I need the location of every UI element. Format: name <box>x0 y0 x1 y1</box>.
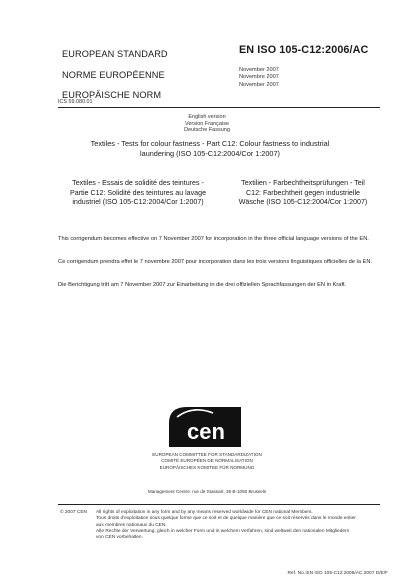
copyright-line-5: von CEN vorbehalten. <box>96 535 143 541</box>
cen-name-fr: COMITÉ EUROPÉEN DE NORMALISATION <box>161 458 253 464</box>
copyright-symbol: © 2007 CEN <box>60 510 87 515</box>
designation-en: EUROPEAN STANDARD <box>62 49 168 59</box>
standard-id-block <box>239 44 368 89</box>
title-german <box>220 179 386 208</box>
title-en-line-1: Textiles - Tests for colour fastness - Part C12: Colour fastness to industrial <box>90 139 330 148</box>
title-fr-line-2: Partie C12: Solidité des teintures au lavage <box>69 188 207 197</box>
copyright-line-1: All rights of exploitation in any form and by any means reserved worldwide for CEN national Members. <box>96 510 313 515</box>
title-fr-line-1: Textiles - Essais de solidité des teintures - <box>72 179 204 187</box>
copyright-line-3: aux membres nationaux du CEN. <box>96 522 167 528</box>
designation-fr: NORME EUROPÉENNE <box>62 69 165 80</box>
title-en-line-2: laundering (ISO 105-C12:2004/Cor 1:2007) <box>140 148 280 158</box>
cen-logo-text: cen <box>187 419 225 444</box>
title-english <box>60 139 360 158</box>
date-fr: Novembre 2007 <box>239 74 279 81</box>
title-de-line-3: Wäsche (ISO 105-C12:2004/Cor 1:2007) <box>238 198 368 207</box>
paragraph-english: This corrigendum becomes effective on 7 November 2007 for incorporation in the three official language versions of the EN. <box>58 236 369 242</box>
cen-name-de: EUROPÄISCHES KOMITEE FÜR NORMUNG <box>159 464 255 470</box>
cen-name-en: EUROPEAN COMMITTEE FOR STANDARDIZATION <box>152 452 262 457</box>
designation-block <box>62 44 168 106</box>
language-versions <box>0 114 414 134</box>
cen-logo <box>163 403 247 452</box>
reference-number: Ref. No.:EN ISO 105-C12:2006/AC:2007 D/E/F <box>287 571 388 576</box>
designation-de: EUROPÄISCHE NORM <box>62 90 162 100</box>
footer-divider <box>58 504 380 505</box>
standard-number: EN ISO 105-C12:2006/AC <box>239 44 369 56</box>
paragraph-german: Die Berichtigung tritt am 7 November 2007 zur Einarbeitung in die drei offiziellen Sprachfassungen der EN in Kraft. <box>58 282 347 288</box>
date-en: November 2007 <box>239 67 279 73</box>
title-de-line-2: C12: Farbechtheit gegen industrielle <box>246 188 360 197</box>
copyright-line-2: Tous droits d'exploitation sous quelque forme que ce soit et de quelque manière que ce soit réservés dans le monde entier <box>96 516 356 522</box>
language-de: Deutsche Fassung <box>184 127 230 134</box>
paragraph-french: Ce corrigendum prendra effet le 7 novembre 2007 pour incorporation dans les trois versions linguistiques officielles de la EN. <box>58 259 373 265</box>
management-centre: Management Centre: rue de Stassart, 36 B-1050 Brussels <box>147 489 267 494</box>
header-divider <box>58 107 380 108</box>
cen-names <box>0 452 414 471</box>
title-de-line-1: Textilien - Farbechtheitsprüfungen - Teil <box>241 179 365 187</box>
copyright-text <box>96 510 386 541</box>
title-french <box>50 179 226 208</box>
date-de: November 2007 <box>239 81 279 88</box>
ics-code: ICS 59.080.01 <box>58 99 93 105</box>
publication-dates <box>239 67 368 89</box>
copyright-line-4: Alle Rechte der Verwertung, gleich in welcher Form und in welchem Verfahren, sind weltweit den nationalen Mitgliedern <box>96 528 350 534</box>
language-fr: Version Française <box>184 120 230 127</box>
title-fr-line-3: industriel (ISO 105-C12:2004/Cor 1:2007) <box>72 198 204 207</box>
language-en: English version <box>188 114 226 120</box>
